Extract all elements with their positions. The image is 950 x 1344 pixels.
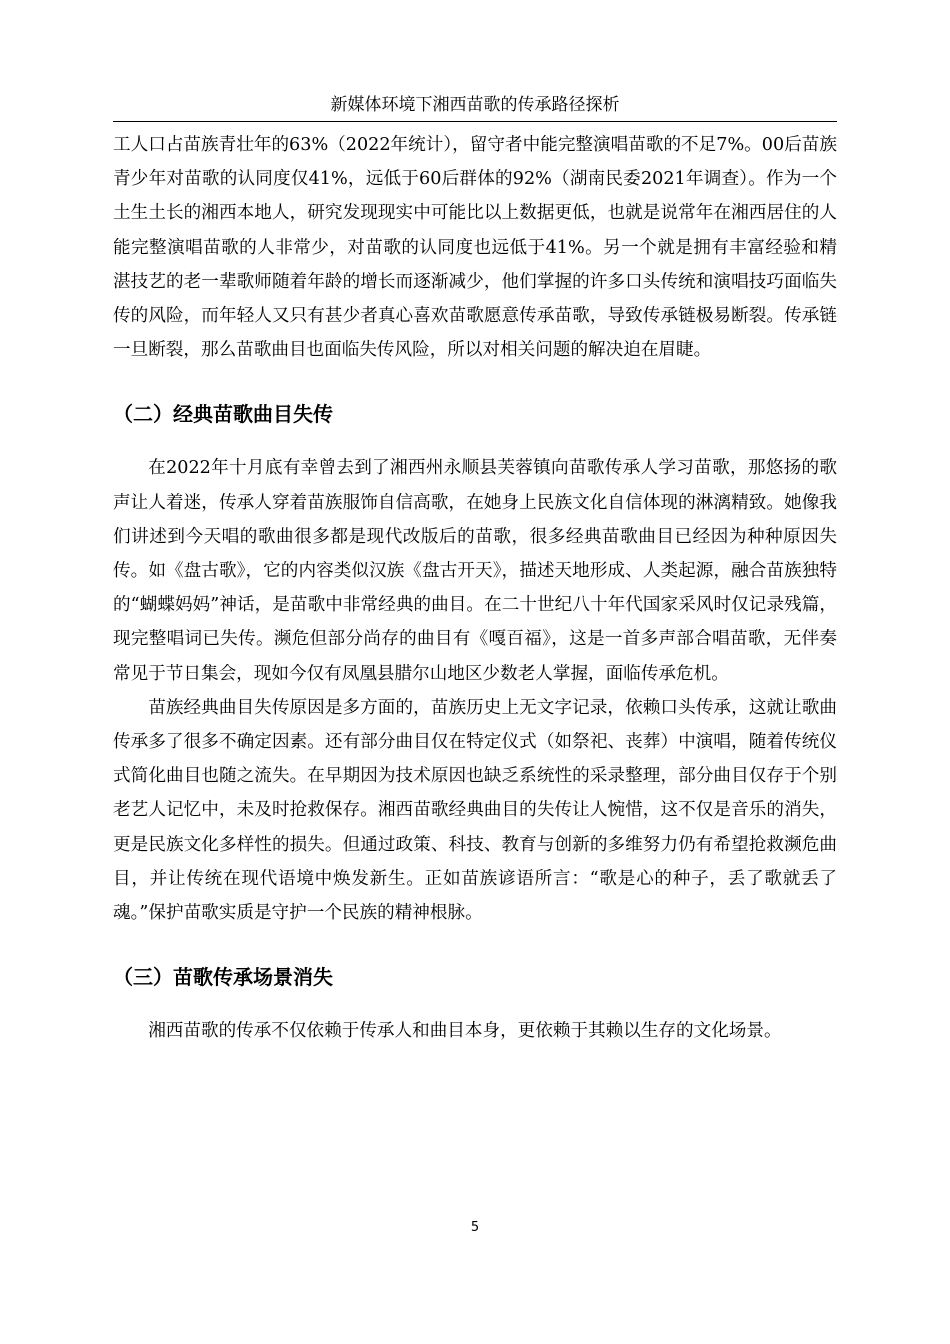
paragraph-scene-loss: 湘西苗歌的传承不仅依赖于传承人和曲目本身，更依赖于其赖以生存的文化场景。 [148, 1021, 782, 1042]
paragraph-continued: 工人口占苗族青壮年的63%（2022年统计），留守者中能完整演唱苗歌的不足7%。00后苗族青少年对苗歌的认同度仅41%，远低于60后群体的92%（湖南民委2021年调查）。作为一个土生土长的湘西本地人，研究发现现实中可能比以上数据更低，也就是说常年在湘西居住的人能完整演唱苗歌的人非常少，对苗歌的认同度也远低于41%。另一个就是拥有丰富经验和精湛技艺的老一辈歌师随着年龄的增长而逐渐减少，他们掌握的许多口头传统和演唱技巧面临失传的风险，而年轻人又只有甚少者真心喜欢苗歌愿意传承苗歌，导致传承链极易断裂。传承链一旦断裂，那么苗歌曲目也面临失传风险，所以对相关问题的解决迫在眉睫。 [113, 135, 837, 361]
paragraph-repertoire-loss: 在2022年十月底有幸曾去到了湘西州永顺县芙蓉镇向苗歌传承人学习苗歌，那悠扬的歌声让人着迷，传承人穿着苗族服饰自信高歌，在她身上民族文化自信体现的淋漓精致。她像我们讲述到今天唱的歌曲很多都是现代改版后的苗歌，很多经典苗歌曲目已经因为种种原因失传。如《盘古歌》，它的内容类似汉族《盘古开天》，描述天地形成、人类起源，融合苗族独特的“蝴蝶妈妈”神话，是苗歌中非常经典的曲目。在二十世纪八十年代国家采风时仅记录残篇，现完整唱词已失传。濒危但部分尚存的曲目有《嘎百福》，这是一首多声部合唱苗歌，无伴奏常见于节日集会，现如今仅有凤凰县腊尔山地区少数老人掌握，面临传承危机。 [113, 458, 837, 684]
header-divider [113, 121, 837, 122]
section-heading-2: （二）经典苗歌曲目失传 [113, 402, 333, 427]
page-number: 5 [470, 1220, 480, 1235]
document-body [113, 128, 837, 1048]
section-heading-3: （三）苗歌传承场景消失 [113, 965, 333, 990]
paragraph-loss-causes: 苗族经典曲目失传原因是多方面的，苗族历史上无文字记录，依赖口头传承，这就让歌曲传承多了很多不确定因素。还有部分曲目仅在特定仪式（如祭祀、丧葬）中演唱，随着传统仪式简化曲目也随之流失。在早期因为技术原因也缺乏系统性的采录整理，部分曲目仅存于个别老艺人记忆中，未及时抢救保存。湘西苗歌经典曲目的失传让人惋惜，这不仅是音乐的消失，更是民族文化多样性的损失。但通过政策、科技、教育与创新的多维努力仍有希望抢救濒危曲目，并让传统在现代语境中焕发新生。正如苗族谚语所言：“歌是心的种子，丢了歌就丢了魂。”保护苗歌实质是守护一个民族的精神根脉。 [113, 697, 837, 924]
running-header: 新媒体环境下湘西苗歌的传承路径探析 [330, 95, 620, 115]
